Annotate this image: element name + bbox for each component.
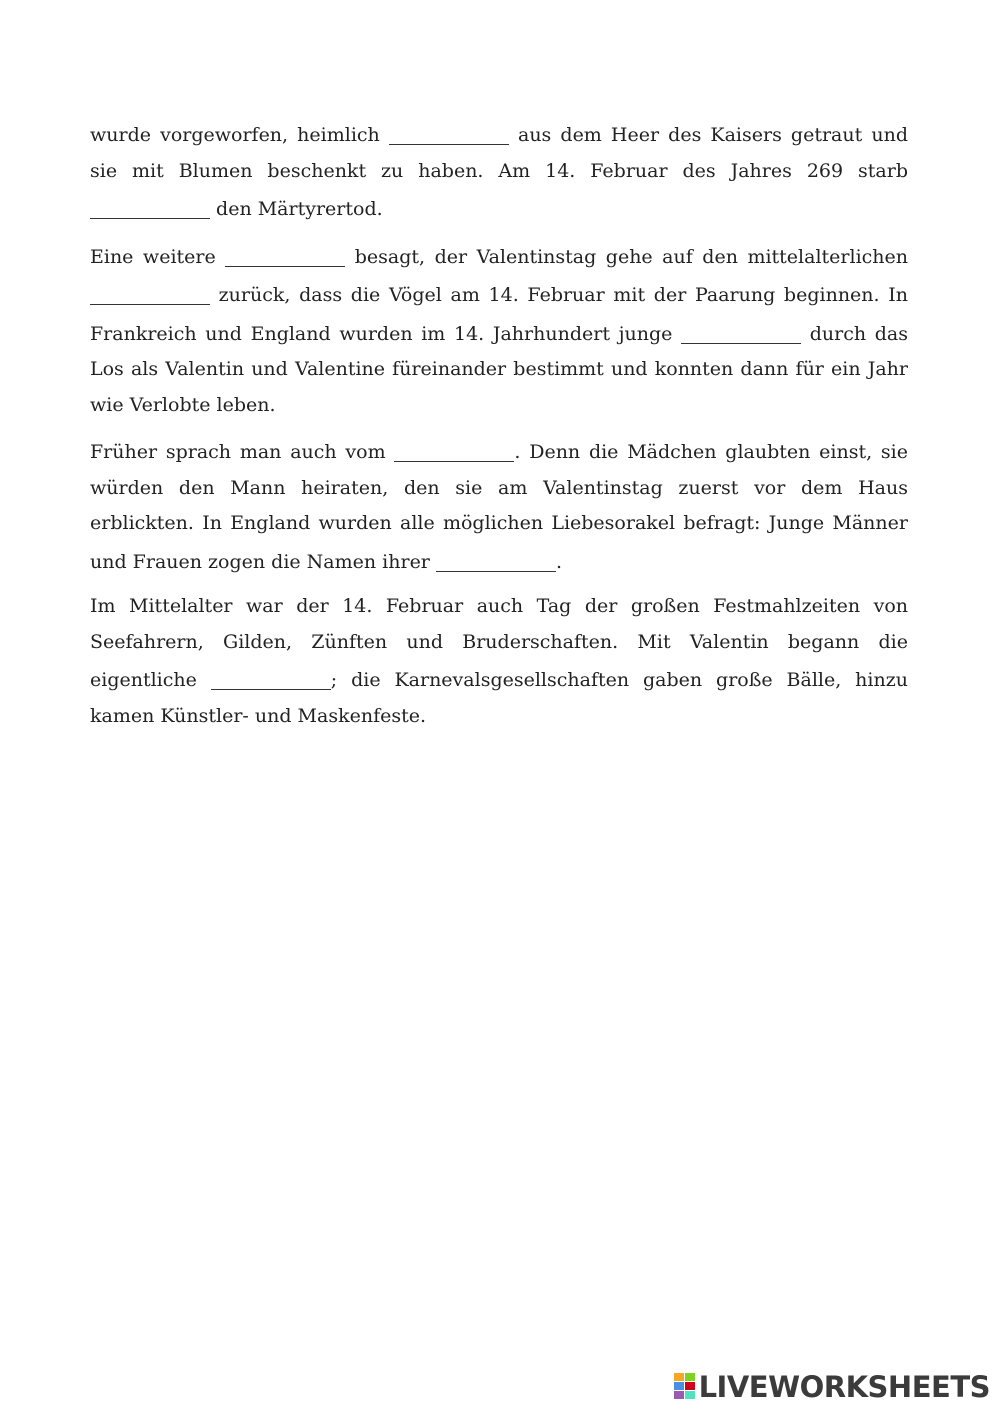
paragraph xyxy=(90,115,908,228)
answer-blank[interactable] xyxy=(389,119,509,145)
answer-blank[interactable] xyxy=(681,318,801,344)
paragraph xyxy=(90,237,908,424)
answer-blank[interactable] xyxy=(436,546,556,572)
paragraph-text: ; die Karnevalsgesellschaften gaben große Bälle, hinzu kamen Künstler- und Maskenfeste. xyxy=(90,669,908,727)
paragraph-text: . xyxy=(555,550,562,573)
liveworksheets-logo-icon xyxy=(674,1373,696,1401)
paragraph-text: durch das Los als Valentin und Valentine füreinander bestimmt und konnten dann für ein Jahr wie Verlobte leben. xyxy=(90,322,908,416)
answer-blank[interactable] xyxy=(211,664,331,690)
paragraph-text: wurde vorgeworfen, heimlich xyxy=(90,124,389,146)
answer-blank[interactable] xyxy=(225,241,345,267)
liveworksheets-watermark xyxy=(674,1367,990,1407)
paragraph-text: Im Mittelalter war der 14. Februar auch Tag der großen Festmahlzeiten von Seefahrern, Gilden, Zünften und Bruderschaften. Mit Valentin begann die eigentliche xyxy=(90,595,908,691)
paragraph-text: zurück, dass die Vögel am 14. Februar mit der Paarung beginnen. In Frankreich und England wurden im 14. Jahrhundert junge xyxy=(90,284,908,345)
worksheet-text xyxy=(90,115,908,743)
answer-blank[interactable] xyxy=(394,436,514,462)
paragraph-text: Eine weitere xyxy=(90,245,226,268)
answer-blank[interactable] xyxy=(90,279,210,305)
answer-blank[interactable] xyxy=(90,193,210,219)
paragraph-text: den Märtyrertod. xyxy=(210,198,383,220)
paragraph xyxy=(90,589,908,734)
paragraph-text: aus dem Heer des Kaisers getraut und sie mit Blumen beschenkt zu haben. Am 14. Februar des Jahres 269 starb xyxy=(90,124,908,182)
paragraph-text: . Denn die Mädchen glaubten einst, sie würden den Mann heiraten, den sie am Valentinstag zuerst vor dem Haus erblickten. In England wurden alle möglichen Liebesorakel befragt: Junge Männer und Frauen zogen die Namen ihrer xyxy=(90,441,908,573)
paragraph-text: Früher sprach man auch vom xyxy=(90,441,395,463)
paragraph-text: besagt, der Valentinstag gehe auf den mittelalterlichen xyxy=(345,245,909,268)
paragraph xyxy=(90,432,908,580)
watermark-text: LIVEWORKSHEETS xyxy=(698,1370,990,1404)
